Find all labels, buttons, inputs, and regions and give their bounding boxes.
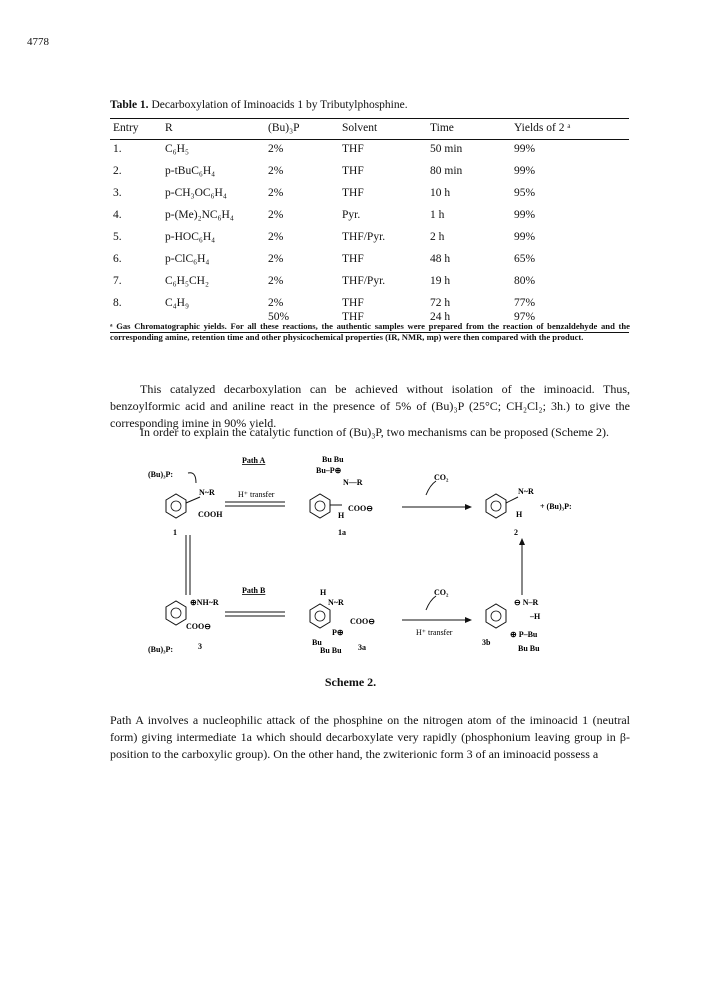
header-catalyst: (Bu)₃P [268,122,300,134]
phosphonium-label-1a: Bu–P⊕ [316,466,342,475]
table-footnote: ᵃ Gas Chromatographic yields. For all these reactions, the authentic samples were prepared from the reaction of benzaldehyde and the corresponding amine, retention time and other physicochemical properties (IR, NMR, mp) were then compared with the product. [110,321,630,342]
benzene-ring-3a [310,604,330,628]
header-r: R [165,122,173,134]
table-row [110,272,629,294]
cell-yield: 80% [514,275,536,287]
benzene-ring-3 [166,601,186,625]
cell-solvent-extra: THF [342,311,364,323]
cell-r-group: p-tBuC₆H₄ [165,165,216,177]
table-caption-label: Table 1. [110,99,149,111]
phosphonium-label-3b: ⊕ P–Bu [510,630,538,639]
table-row [110,184,629,206]
cell-catalyst: 2% [268,209,284,221]
cell-entry: 8. [113,297,122,309]
cell-entry: 1. [113,143,122,155]
cell-time: 19 h [430,275,451,287]
cell-catalyst: 2% [268,231,284,243]
cell-r-group: p-(Me)₂NC₆H₄ [165,209,234,221]
cell-solvent: THF [342,297,364,309]
phosphonium-label-3a: P⊕ [332,628,344,637]
benzene-ring-2 [486,494,506,518]
cell-yield: 95% [514,187,536,199]
cell-r-group: C₆H₅CH₂ [165,275,209,287]
header-solvent: Solvent [342,122,378,134]
cell-entry: 6. [113,253,122,265]
benzene-ring-1 [166,494,186,518]
cell-solvent: THF [342,165,364,177]
cell-solvent: THF/Pyr. [342,231,386,243]
cell-solvent: THF/Pyr. [342,275,386,287]
table-row [110,228,629,250]
compound-3-label: 3 [198,642,202,651]
carboxylate-label-3: COO⊖ [186,622,211,631]
attack-arrow [188,473,196,483]
page-number: 4778 [27,36,49,48]
cell-time: 80 min [430,165,463,177]
cell-r-group: p-CH₃OC₆H₄ [165,187,227,199]
paragraph-2: In order to explain the catalytic function of (Bu)₃P, two mechanisms can be proposed (Scheme 2). [140,425,610,439]
cell-time: 10 h [430,187,451,199]
cell-entry: 4. [113,209,122,221]
table-caption-text: Decarboxylation of Iminoacids 1 by Tributylphosphine. [148,99,408,111]
cell-r-group: p-ClC₆H₄ [165,253,210,265]
header-yield: Yields of 2 ᵃ [514,122,571,134]
cell-solvent: THF [342,253,364,265]
benzene-ring-3b [486,604,506,628]
cell-entry: 3. [113,187,122,199]
paragraph-1: This catalyzed decarboxylation can be achieved without isolation of the iminoacid. Thus, benzoylformic acid and aniline react in the presence of 5% of (Bu)₃P (25°C; CH₂Cl₂; 3h.) to give the corresponding imine in 90% yield. [110,382,630,430]
table-row [110,206,629,228]
cell-catalyst: 2% [268,253,284,265]
benzene-ring-1a [310,494,330,518]
data-table [110,118,629,333]
path-b-label: Path B [242,586,266,595]
bu3p-label-b: (Bu)₃P: [148,645,174,654]
h-transfer-b: H⁺ transfer [416,628,453,637]
cell-time-extra: 24 h [430,311,451,323]
cell-yield: 99% [514,209,536,221]
cell-time: 72 h [430,297,451,309]
cell-catalyst: 2% [268,165,284,177]
compound-3b-label: 3b [482,638,491,647]
cell-catalyst: 2% [268,297,284,309]
h-label-3b: –H [530,612,541,621]
co2-label-a: CO₂ [434,473,449,482]
cell-catalyst-extra: 50% [268,311,290,323]
table-caption [110,99,408,111]
co2-label-b: CO₂ [434,588,449,597]
h-label-1a: H [338,511,345,520]
cell-entry: 7. [113,275,122,287]
compound-3a-label: 3a [358,643,366,652]
cell-solvent: THF [342,187,364,199]
n-r-label-1a: N—R [343,478,363,487]
compound-1a-label: 1a [338,528,346,537]
cell-entry: 2. [113,165,122,177]
n-r-label-3b: ⊖ N–R [514,598,539,607]
cell-r-group: p-HOC₆H₄ [165,231,216,243]
table-header-row [110,119,629,139]
scheme-caption: Scheme 2. [324,675,377,689]
n-r-label-3a: N~R [328,598,344,607]
h-label-2: H [516,510,523,519]
table-row [110,162,629,184]
cell-time: 48 h [430,253,451,265]
imine-n-label-1: N~R [199,488,215,497]
carboxylate-label-3a: COO⊖ [350,617,375,626]
carboxylate-label-1a: COO⊖ [348,504,373,513]
header-entry: Entry [113,122,139,134]
cell-time: 50 min [430,143,463,155]
cell-solvent: THF [342,143,364,155]
bu-bu-label-3b: Bu Bu [518,644,540,653]
cell-catalyst: 2% [268,187,284,199]
cell-catalyst: 2% [268,143,284,155]
header-time: Time [430,122,454,134]
iminium-label-3: ⊕NH~R [190,598,219,607]
table-row [110,294,629,323]
cell-yield: 65% [514,253,536,265]
table-row [110,250,629,272]
table-body [110,140,629,323]
cell-yield: 77% [514,297,536,309]
cooh-label: COOH [198,510,223,519]
cell-r-group: C₆H₅ [165,143,189,155]
h-transfer-a: H⁺ transfer [238,490,275,499]
path-a-label: Path A [242,456,266,465]
cell-yield-extra: 97% [514,311,536,323]
cell-time: 2 h [430,231,445,243]
table-row [110,140,629,162]
cell-time: 1 h [430,209,445,221]
bu-label-3a: Bu [312,638,322,647]
cell-entry: 5. [113,231,122,243]
h-label-3a: H [320,588,327,597]
byproduct-phosphine: + (Bu)₃P: [540,502,572,511]
reaction-scheme [110,445,600,670]
bu-bu-label-3a: Bu Bu [320,646,342,655]
bu-label-1a: Bu Bu [322,455,344,464]
cell-r-group: C₄H₉ [165,297,189,309]
cell-yield: 99% [514,231,536,243]
cell-catalyst: 2% [268,275,284,287]
compound-2-label: 2 [514,528,518,537]
cell-yield: 99% [514,165,536,177]
cell-yield: 99% [514,143,536,155]
paragraph-3: Path A involves a nucleophilic attack of the phosphine on the nitrogen atom of the iminoacid 1 (neutral form) giving intermediate 1a which should decarboxylate very rapidly (phosphonium leaving group in β-position to the carboxylic group). On the other hand, the zwiterionic form 3 of an iminoacid possess a [110,713,630,761]
cell-solvent: Pyr. [342,209,361,221]
imine-label-2: N~R [518,487,534,496]
compound-1-label: 1 [173,528,177,537]
bu3p-label-a: (Bu)₃P: [148,470,174,479]
